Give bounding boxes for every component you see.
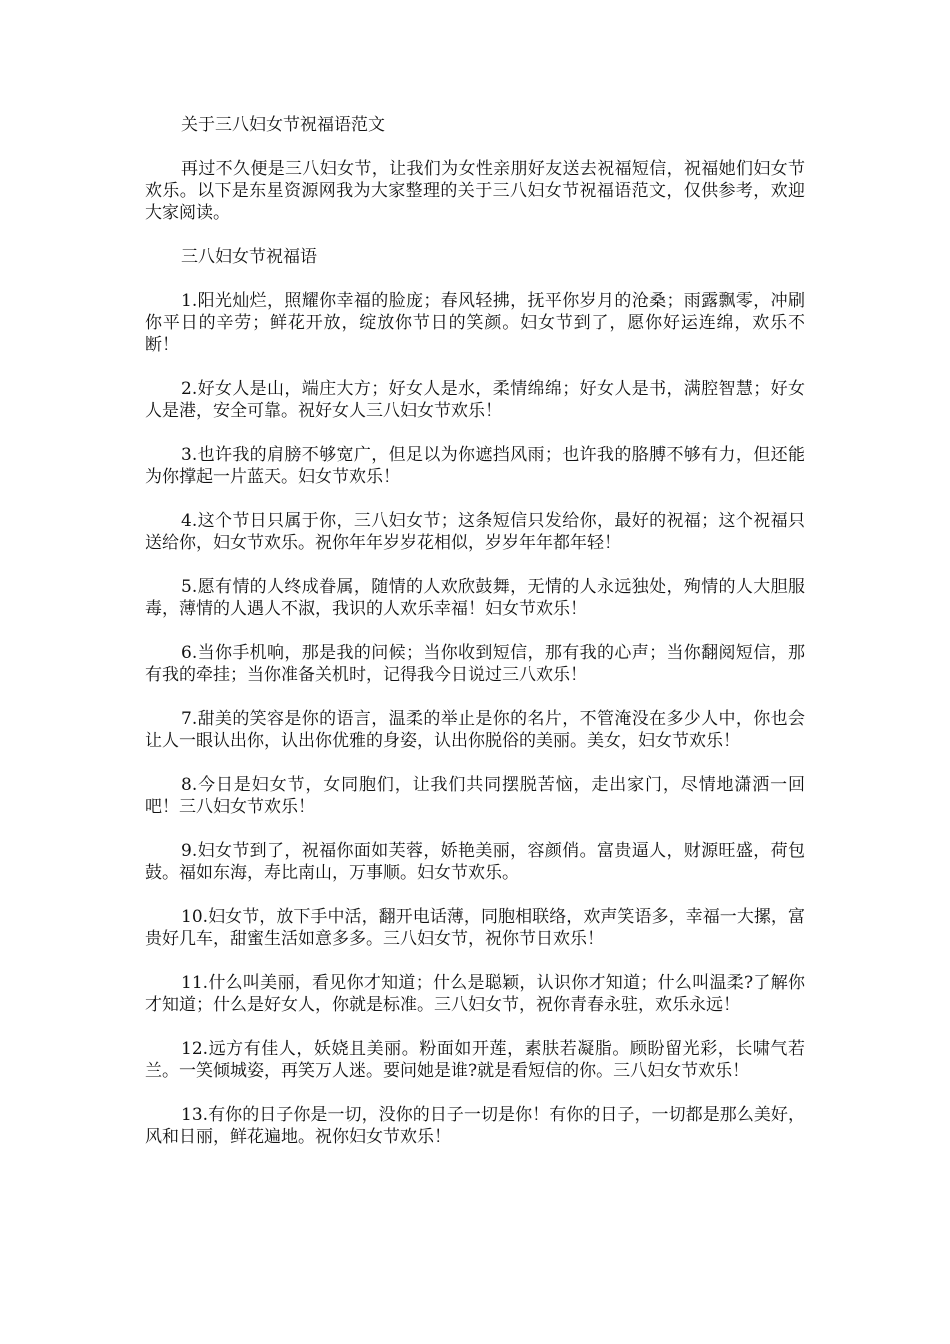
greeting-item-9: 9.妇女节到了，祝福你面如芙蓉，娇艳美丽，容颜俏。富贵逼人，财源旺盛，荷包鼓。福如东海，寿比南山，万事顺。妇女节欢乐。: [145, 841, 805, 883]
greeting-item-7: 7.甜美的笑容是你的语言，温柔的举止是你的名片，不管淹没在多少人中，你也会让人一眼认出你，认出你优雅的身姿，认出你脱俗的美丽。美女，妇女节欢乐！: [145, 709, 805, 751]
greeting-item-4: 4.这个节日只属于你，三八妇女节；这条短信只发给你，最好的祝福；这个祝福只送给你，妇女节欢乐。祝你年年岁岁花相似，岁岁年年都年轻！: [145, 511, 805, 553]
document-title: 关于三八妇女节祝福语范文: [181, 115, 385, 135]
greeting-item-2: 2.好女人是山，端庄大方；好女人是水，柔情绵绵；好女人是书，满腔智慧；好女人是港，安全可靠。祝好女人三八妇女节欢乐！: [145, 379, 805, 421]
greeting-item-3: 3.也许我的肩膀不够宽广，但足以为你遮挡风雨；也许我的胳膊不够有力，但还能为你撑起一片蓝天。妇女节欢乐！: [145, 445, 805, 487]
greeting-item-6: 6.当你手机响，那是我的问候；当你收到短信，那有我的心声；当你翻阅短信，那有我的牵挂；当你准备关机时，记得我今日说过三八欢乐！: [145, 643, 805, 685]
greeting-item-11: 11.什么叫美丽，看见你才知道；什么是聪颖，认识你才知道；什么叫温柔?了解你才知道；什么是好女人，你就是标准。三八妇女节，祝你青春永驻，欢乐永远！: [145, 973, 805, 1015]
section-heading: 三八妇女节祝福语: [181, 247, 317, 267]
greeting-item-10: 10.妇女节，放下手中活，翻开电话薄，同胞相联络，欢声笑语多，幸福一大摞，富贵好几车，甜蜜生活如意多多。三八妇女节，祝你节日欢乐！: [145, 907, 805, 949]
document-body: [145, 114, 805, 1170]
intro-paragraph: 再过不久便是三八妇女节，让我们为女性亲朋好友送去祝福短信，祝福她们妇女节欢乐。以下是东星资源网我为大家整理的关于三八妇女节祝福语范文，仅供参考，欢迎大家阅读。: [145, 159, 805, 223]
greeting-item-12: 12.远方有佳人，妖娆且美丽。粉面如开莲，素肤若凝脂。顾盼留光彩，长啸气若兰。一笑倾城姿，再笑万人迷。要问她是谁?就是看短信的你。三八妇女节欢乐！: [145, 1039, 805, 1081]
greeting-item-5: 5.愿有情的人终成眷属，随情的人欢欣鼓舞，无情的人永远独处，殉情的人大胆服毒，薄情的人遇人不淑，我识的人欢乐幸福！妇女节欢乐！: [145, 577, 805, 619]
greeting-item-13: 13.有你的日子你是一切，没你的日子一切是你！有你的日子，一切都是那么美好，风和日丽，鲜花遍地。祝你妇女节欢乐！: [145, 1105, 805, 1147]
greeting-item-1: 1.阳光灿烂，照耀你幸福的脸庞；春风轻拂，抚平你岁月的沧桑；雨露飘零，冲刷你平日的辛劳；鲜花开放，绽放你节日的笑颜。妇女节到了，愿你好运连绵，欢乐不断！: [145, 291, 805, 355]
greeting-item-8: 8.今日是妇女节，女同胞们，让我们共同摆脱苦恼，走出家门，尽情地潇洒一回吧！三八妇女节欢乐！: [145, 775, 805, 817]
